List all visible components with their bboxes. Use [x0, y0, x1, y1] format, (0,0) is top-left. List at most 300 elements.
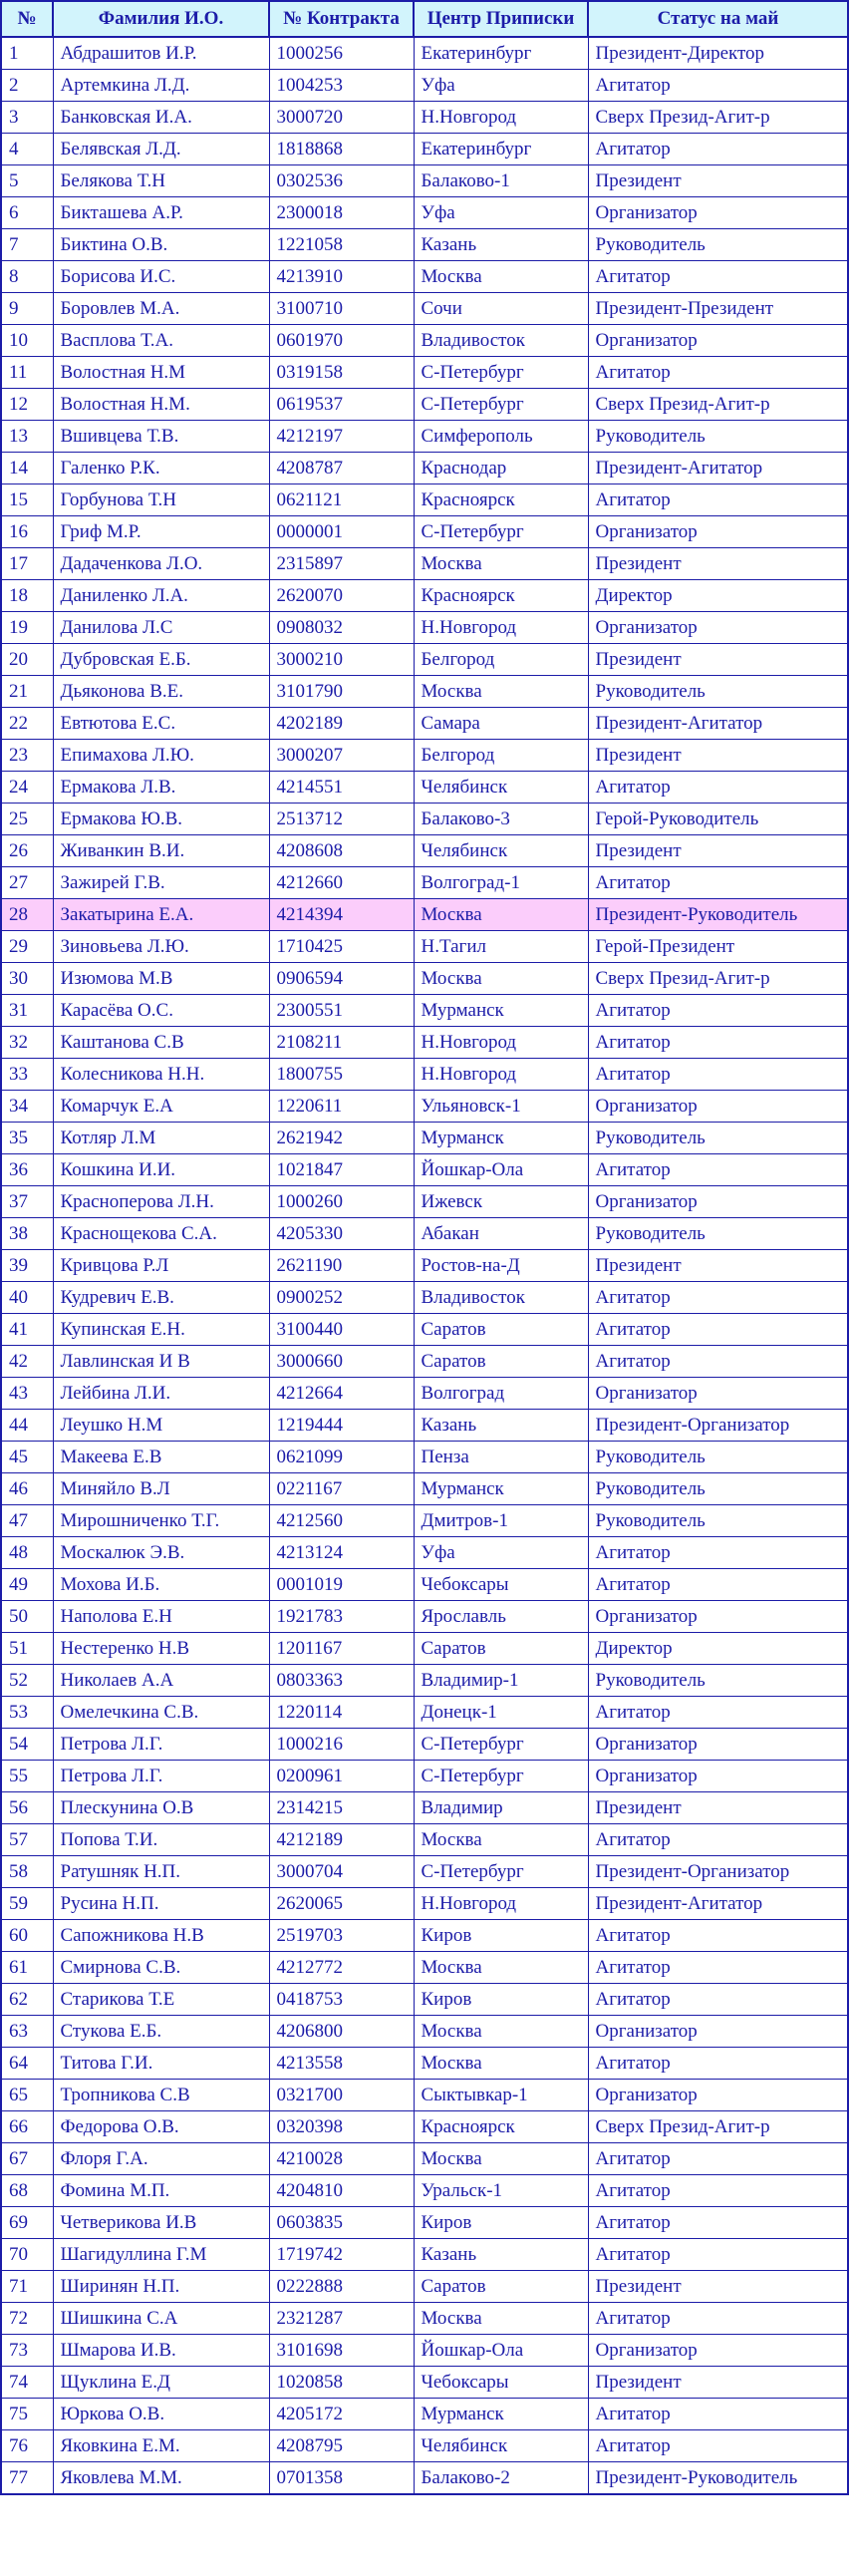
cell-status[interactable]: Агитатор: [588, 1824, 848, 1856]
cell-contract[interactable]: 0001019: [269, 1569, 414, 1601]
cell-status[interactable]: Герой-Руководитель: [588, 804, 848, 835]
cell-number[interactable]: 49: [1, 1569, 53, 1601]
cell-status[interactable]: Сверх Презид-Агит-р: [588, 389, 848, 421]
cell-status[interactable]: Президент-Директор: [588, 37, 848, 70]
cell-center[interactable]: Москва: [414, 548, 588, 580]
cell-status[interactable]: Агитатор: [588, 1952, 848, 1984]
cell-name[interactable]: Леушко Н.М: [53, 1410, 269, 1442]
cell-center[interactable]: Екатеринбург: [414, 37, 588, 70]
cell-name[interactable]: Нестеренко Н.В: [53, 1633, 269, 1665]
table-row[interactable]: [1, 261, 848, 293]
table-row[interactable]: [1, 1952, 848, 1984]
cell-number[interactable]: 6: [1, 197, 53, 229]
cell-center[interactable]: Краснодар: [414, 453, 588, 484]
cell-contract[interactable]: 4214394: [269, 899, 414, 931]
table-row[interactable]: [1, 580, 848, 612]
cell-contract[interactable]: 4206800: [269, 2016, 414, 2048]
cell-center[interactable]: Ульяновск-1: [414, 1091, 588, 1123]
table-row[interactable]: [1, 1665, 848, 1697]
column-header-contract[interactable]: № Контракта: [269, 1, 414, 37]
cell-contract[interactable]: 1220611: [269, 1091, 414, 1123]
cell-name[interactable]: Яковкина Е.М.: [53, 2430, 269, 2462]
cell-contract[interactable]: 3101698: [269, 2335, 414, 2367]
cell-number[interactable]: 12: [1, 389, 53, 421]
cell-contract[interactable]: 1818868: [269, 134, 414, 165]
cell-number[interactable]: 32: [1, 1027, 53, 1059]
cell-status[interactable]: Президент: [588, 2367, 848, 2399]
cell-name[interactable]: Краснощекова С.А.: [53, 1218, 269, 1250]
cell-status[interactable]: Агитатор: [588, 261, 848, 293]
cell-name[interactable]: Омелечкина С.В.: [53, 1697, 269, 1729]
cell-name[interactable]: Кошкина И.И.: [53, 1154, 269, 1186]
cell-name[interactable]: Биктина О.В.: [53, 229, 269, 261]
cell-contract[interactable]: 0908032: [269, 612, 414, 644]
cell-contract[interactable]: 2620070: [269, 580, 414, 612]
cell-contract[interactable]: 4210028: [269, 2143, 414, 2175]
cell-name[interactable]: Карасёва О.С.: [53, 995, 269, 1027]
cell-number[interactable]: 28: [1, 899, 53, 931]
cell-contract[interactable]: 4204810: [269, 2175, 414, 2207]
cell-number[interactable]: 39: [1, 1250, 53, 1282]
table-row[interactable]: [1, 2239, 848, 2271]
cell-contract[interactable]: 0906594: [269, 963, 414, 995]
table-row[interactable]: [1, 389, 848, 421]
cell-status[interactable]: Президент: [588, 2271, 848, 2303]
cell-contract[interactable]: 4212560: [269, 1505, 414, 1537]
cell-center[interactable]: Ярославль: [414, 1601, 588, 1633]
cell-status[interactable]: Агитатор: [588, 1059, 848, 1091]
table-row[interactable]: [1, 1537, 848, 1569]
cell-name[interactable]: Изюмова М.В: [53, 963, 269, 995]
cell-center[interactable]: Саратов: [414, 1633, 588, 1665]
cell-center[interactable]: Москва: [414, 2016, 588, 2048]
table-row[interactable]: [1, 1123, 848, 1154]
cell-contract[interactable]: 0803363: [269, 1665, 414, 1697]
cell-name[interactable]: Ермакова Ю.В.: [53, 804, 269, 835]
cell-name[interactable]: Боровлев М.А.: [53, 293, 269, 325]
cell-status[interactable]: Организатор: [588, 612, 848, 644]
cell-status[interactable]: Президент: [588, 1250, 848, 1282]
table-row[interactable]: [1, 2462, 848, 2495]
cell-status[interactable]: Руководитель: [588, 1218, 848, 1250]
cell-center[interactable]: Чебоксары: [414, 1569, 588, 1601]
cell-contract[interactable]: 3000720: [269, 102, 414, 134]
cell-status[interactable]: Президент: [588, 835, 848, 867]
cell-status[interactable]: Президент: [588, 165, 848, 197]
table-row[interactable]: [1, 1856, 848, 1888]
cell-status[interactable]: Организатор: [588, 1761, 848, 1792]
cell-name[interactable]: Наполова Е.Н: [53, 1601, 269, 1633]
cell-status[interactable]: Организатор: [588, 325, 848, 357]
table-row[interactable]: [1, 2080, 848, 2111]
cell-name[interactable]: Яковлева М.М.: [53, 2462, 269, 2495]
cell-center[interactable]: Чебоксары: [414, 2367, 588, 2399]
cell-name[interactable]: Сапожникова Н.В: [53, 1920, 269, 1952]
cell-status[interactable]: Организатор: [588, 2080, 848, 2111]
cell-name[interactable]: Евтютова Е.С.: [53, 708, 269, 740]
cell-contract[interactable]: 0222888: [269, 2271, 414, 2303]
table-row[interactable]: [1, 2143, 848, 2175]
cell-center[interactable]: Челябинск: [414, 772, 588, 804]
table-row[interactable]: [1, 612, 848, 644]
cell-number[interactable]: 22: [1, 708, 53, 740]
cell-number[interactable]: 33: [1, 1059, 53, 1091]
cell-contract[interactable]: 0221167: [269, 1473, 414, 1505]
cell-contract[interactable]: 2621942: [269, 1123, 414, 1154]
table-row[interactable]: [1, 1378, 848, 1410]
table-row[interactable]: [1, 1186, 848, 1218]
cell-center[interactable]: Челябинск: [414, 2430, 588, 2462]
cell-center[interactable]: С-Петербург: [414, 1761, 588, 1792]
cell-number[interactable]: 2: [1, 70, 53, 102]
cell-name[interactable]: Дубровская Е.Б.: [53, 644, 269, 676]
cell-name[interactable]: Колесникова Н.Н.: [53, 1059, 269, 1091]
cell-name[interactable]: Старикова Т.Е: [53, 1984, 269, 2016]
cell-number[interactable]: 73: [1, 2335, 53, 2367]
cell-status[interactable]: Руководитель: [588, 229, 848, 261]
table-row[interactable]: [1, 325, 848, 357]
cell-number[interactable]: 53: [1, 1697, 53, 1729]
cell-status[interactable]: Организатор: [588, 197, 848, 229]
table-row[interactable]: [1, 931, 848, 963]
table-row[interactable]: [1, 772, 848, 804]
table-row[interactable]: [1, 1729, 848, 1761]
table-row[interactable]: [1, 293, 848, 325]
table-row[interactable]: [1, 197, 848, 229]
cell-name[interactable]: Епимахова Л.Ю.: [53, 740, 269, 772]
cell-name[interactable]: Артемкина Л.Д.: [53, 70, 269, 102]
table-row[interactable]: [1, 1410, 848, 1442]
table-row[interactable]: [1, 165, 848, 197]
cell-number[interactable]: 70: [1, 2239, 53, 2271]
cell-name[interactable]: Волостная Н.М: [53, 357, 269, 389]
table-row[interactable]: [1, 963, 848, 995]
cell-status[interactable]: Агитатор: [588, 1154, 848, 1186]
cell-name[interactable]: Котляр Л.М: [53, 1123, 269, 1154]
table-row[interactable]: [1, 676, 848, 708]
cell-number[interactable]: 8: [1, 261, 53, 293]
cell-status[interactable]: Организатор: [588, 516, 848, 548]
cell-status[interactable]: Руководитель: [588, 1442, 848, 1473]
cell-contract[interactable]: 0621121: [269, 484, 414, 516]
cell-name[interactable]: Каштанова С.В: [53, 1027, 269, 1059]
cell-number[interactable]: 50: [1, 1601, 53, 1633]
cell-number[interactable]: 42: [1, 1346, 53, 1378]
cell-status[interactable]: Организатор: [588, 2016, 848, 2048]
column-header-name[interactable]: Фамилия И.О.: [53, 1, 269, 37]
cell-name[interactable]: Мирошниченко Т.Г.: [53, 1505, 269, 1537]
table-row[interactable]: [1, 2207, 848, 2239]
cell-number[interactable]: 57: [1, 1824, 53, 1856]
cell-center[interactable]: Уфа: [414, 197, 588, 229]
cell-status[interactable]: Агитатор: [588, 995, 848, 1027]
cell-contract[interactable]: 4213124: [269, 1537, 414, 1569]
cell-number[interactable]: 41: [1, 1314, 53, 1346]
cell-contract[interactable]: 4212664: [269, 1378, 414, 1410]
table-row[interactable]: [1, 484, 848, 516]
table-row[interactable]: [1, 835, 848, 867]
cell-number[interactable]: 43: [1, 1378, 53, 1410]
cell-name[interactable]: Закатырина Е.А.: [53, 899, 269, 931]
cell-contract[interactable]: 0302536: [269, 165, 414, 197]
cell-contract[interactable]: 0603835: [269, 2207, 414, 2239]
cell-center[interactable]: Красноярск: [414, 580, 588, 612]
cell-name[interactable]: Абдрашитов И.Р.: [53, 37, 269, 70]
cell-contract[interactable]: 1219444: [269, 1410, 414, 1442]
cell-name[interactable]: Зажирей Г.В.: [53, 867, 269, 899]
cell-center[interactable]: Симферополь: [414, 421, 588, 453]
cell-status[interactable]: Агитатор: [588, 357, 848, 389]
cell-status[interactable]: Агитатор: [588, 2399, 848, 2430]
cell-number[interactable]: 37: [1, 1186, 53, 1218]
table-row[interactable]: [1, 70, 848, 102]
cell-center[interactable]: Красноярск: [414, 2111, 588, 2143]
cell-contract[interactable]: 0000001: [269, 516, 414, 548]
cell-status[interactable]: Агитатор: [588, 2175, 848, 2207]
table-row[interactable]: [1, 134, 848, 165]
cell-center[interactable]: Москва: [414, 2143, 588, 2175]
cell-contract[interactable]: 4213558: [269, 2048, 414, 2080]
cell-center[interactable]: С-Петербург: [414, 1729, 588, 1761]
cell-status[interactable]: Агитатор: [588, 1027, 848, 1059]
table-row[interactable]: [1, 1027, 848, 1059]
cell-contract[interactable]: 1221058: [269, 229, 414, 261]
cell-center[interactable]: Казань: [414, 229, 588, 261]
cell-status[interactable]: Агитатор: [588, 867, 848, 899]
cell-number[interactable]: 25: [1, 804, 53, 835]
cell-name[interactable]: Ермакова Л.В.: [53, 772, 269, 804]
cell-status[interactable]: Агитатор: [588, 1346, 848, 1378]
cell-status[interactable]: Агитатор: [588, 1984, 848, 2016]
cell-number[interactable]: 68: [1, 2175, 53, 2207]
cell-center[interactable]: Н.Новгород: [414, 612, 588, 644]
table-row[interactable]: [1, 1601, 848, 1633]
cell-center[interactable]: Киров: [414, 1920, 588, 1952]
cell-name[interactable]: Дадаченкова Л.О.: [53, 548, 269, 580]
cell-center[interactable]: Балаково-3: [414, 804, 588, 835]
cell-status[interactable]: Агитатор: [588, 1697, 848, 1729]
table-row-highlighted[interactable]: [1, 899, 848, 931]
cell-contract[interactable]: 0619537: [269, 389, 414, 421]
cell-center[interactable]: С-Петербург: [414, 516, 588, 548]
cell-name[interactable]: Москалюк Э.В.: [53, 1537, 269, 1569]
cell-name[interactable]: Мохова И.Б.: [53, 1569, 269, 1601]
cell-number[interactable]: 13: [1, 421, 53, 453]
cell-contract[interactable]: 1220114: [269, 1697, 414, 1729]
cell-number[interactable]: 52: [1, 1665, 53, 1697]
cell-name[interactable]: Купинская Е.Н.: [53, 1314, 269, 1346]
cell-status[interactable]: Агитатор: [588, 1569, 848, 1601]
cell-number[interactable]: 64: [1, 2048, 53, 2080]
cell-contract[interactable]: 0900252: [269, 1282, 414, 1314]
cell-center[interactable]: Челябинск: [414, 835, 588, 867]
cell-center[interactable]: Н.Тагил: [414, 931, 588, 963]
cell-name[interactable]: Красноперова Л.Н.: [53, 1186, 269, 1218]
cell-center[interactable]: Казань: [414, 1410, 588, 1442]
cell-center[interactable]: Саратов: [414, 1346, 588, 1378]
cell-center[interactable]: Белгород: [414, 740, 588, 772]
cell-name[interactable]: Тропникова С.В: [53, 2080, 269, 2111]
cell-number[interactable]: 77: [1, 2462, 53, 2495]
table-row[interactable]: [1, 1633, 848, 1665]
cell-name[interactable]: Шмарова И.В.: [53, 2335, 269, 2367]
cell-contract[interactable]: 1000260: [269, 1186, 414, 1218]
cell-contract[interactable]: 4213910: [269, 261, 414, 293]
table-row[interactable]: [1, 804, 848, 835]
cell-name[interactable]: Миняйло В.Л: [53, 1473, 269, 1505]
cell-status[interactable]: Президент-Руководитель: [588, 899, 848, 931]
cell-number[interactable]: 56: [1, 1792, 53, 1824]
cell-name[interactable]: Юркова О.В.: [53, 2399, 269, 2430]
column-header-status[interactable]: Статус на май: [588, 1, 848, 37]
cell-name[interactable]: Борисова И.С.: [53, 261, 269, 293]
cell-status[interactable]: Президент-Агитатор: [588, 708, 848, 740]
cell-center[interactable]: Ростов-на-Д: [414, 1250, 588, 1282]
cell-name[interactable]: Даниленко Л.А.: [53, 580, 269, 612]
cell-contract[interactable]: 2300551: [269, 995, 414, 1027]
cell-number[interactable]: 66: [1, 2111, 53, 2143]
cell-number[interactable]: 3: [1, 102, 53, 134]
cell-center[interactable]: Йошкар-Ола: [414, 2335, 588, 2367]
cell-status[interactable]: Сверх Презид-Агит-р: [588, 102, 848, 134]
cell-number[interactable]: 4: [1, 134, 53, 165]
table-row[interactable]: [1, 2271, 848, 2303]
cell-contract[interactable]: 4202189: [269, 708, 414, 740]
cell-number[interactable]: 76: [1, 2430, 53, 2462]
cell-name[interactable]: Данилова Л.С: [53, 612, 269, 644]
cell-contract[interactable]: 1021847: [269, 1154, 414, 1186]
cell-name[interactable]: Четверикова И.В: [53, 2207, 269, 2239]
cell-center[interactable]: Мурманск: [414, 1123, 588, 1154]
cell-number[interactable]: 30: [1, 963, 53, 995]
cell-name[interactable]: Горбунова Т.Н: [53, 484, 269, 516]
cell-status[interactable]: Агитатор: [588, 1537, 848, 1569]
cell-name[interactable]: Петрова Л.Г.: [53, 1729, 269, 1761]
cell-contract[interactable]: 4212660: [269, 867, 414, 899]
table-row[interactable]: [1, 102, 848, 134]
cell-name[interactable]: Лейбина Л.И.: [53, 1378, 269, 1410]
table-row[interactable]: [1, 548, 848, 580]
cell-status[interactable]: Руководитель: [588, 1473, 848, 1505]
cell-number[interactable]: 20: [1, 644, 53, 676]
table-row[interactable]: [1, 2430, 848, 2462]
table-row[interactable]: [1, 1824, 848, 1856]
cell-number[interactable]: 36: [1, 1154, 53, 1186]
cell-contract[interactable]: 0601970: [269, 325, 414, 357]
cell-status[interactable]: Президент-Агитатор: [588, 1888, 848, 1920]
cell-status[interactable]: Организатор: [588, 1378, 848, 1410]
cell-number[interactable]: 61: [1, 1952, 53, 1984]
cell-contract[interactable]: 1000216: [269, 1729, 414, 1761]
cell-center[interactable]: Сыктывкар-1: [414, 2080, 588, 2111]
cell-center[interactable]: С-Петербург: [414, 1856, 588, 1888]
cell-contract[interactable]: 1710425: [269, 931, 414, 963]
table-row[interactable]: [1, 1091, 848, 1123]
table-row[interactable]: [1, 740, 848, 772]
column-header-center[interactable]: Центр Приписки: [414, 1, 588, 37]
cell-contract[interactable]: 4208608: [269, 835, 414, 867]
table-row[interactable]: [1, 453, 848, 484]
cell-name[interactable]: Живанкин В.И.: [53, 835, 269, 867]
cell-number[interactable]: 5: [1, 165, 53, 197]
cell-center[interactable]: Мурманск: [414, 2399, 588, 2430]
cell-contract[interactable]: 2108211: [269, 1027, 414, 1059]
cell-number[interactable]: 27: [1, 867, 53, 899]
cell-name[interactable]: Волостная Н.М.: [53, 389, 269, 421]
cell-status[interactable]: Организатор: [588, 1091, 848, 1123]
table-row[interactable]: [1, 1442, 848, 1473]
cell-contract[interactable]: 3100440: [269, 1314, 414, 1346]
cell-contract[interactable]: 0321700: [269, 2080, 414, 2111]
cell-name[interactable]: Зиновьева Л.Ю.: [53, 931, 269, 963]
cell-contract[interactable]: 0418753: [269, 1984, 414, 2016]
cell-status[interactable]: Агитатор: [588, 2303, 848, 2335]
cell-name[interactable]: Гриф М.Р.: [53, 516, 269, 548]
cell-status[interactable]: Герой-Президент: [588, 931, 848, 963]
table-row[interactable]: [1, 1984, 848, 2016]
cell-number[interactable]: 1: [1, 37, 53, 70]
cell-name[interactable]: Шишкина С.А: [53, 2303, 269, 2335]
cell-center[interactable]: Балаково-2: [414, 2462, 588, 2495]
table-row[interactable]: [1, 229, 848, 261]
cell-center[interactable]: С-Петербург: [414, 389, 588, 421]
cell-number[interactable]: 26: [1, 835, 53, 867]
cell-contract[interactable]: 3000660: [269, 1346, 414, 1378]
cell-contract[interactable]: 2620065: [269, 1888, 414, 1920]
cell-status[interactable]: Президент-Агитатор: [588, 453, 848, 484]
cell-number[interactable]: 51: [1, 1633, 53, 1665]
cell-name[interactable]: Стукова Е.Б.: [53, 2016, 269, 2048]
table-row[interactable]: [1, 2335, 848, 2367]
cell-name[interactable]: Флоря Г.А.: [53, 2143, 269, 2175]
cell-status[interactable]: Агитатор: [588, 2239, 848, 2271]
cell-contract[interactable]: 4212772: [269, 1952, 414, 1984]
cell-name[interactable]: Русина Н.П.: [53, 1888, 269, 1920]
cell-number[interactable]: 45: [1, 1442, 53, 1473]
cell-status[interactable]: Агитатор: [588, 2143, 848, 2175]
cell-number[interactable]: 75: [1, 2399, 53, 2430]
table-row[interactable]: [1, 2175, 848, 2207]
table-row[interactable]: [1, 1154, 848, 1186]
cell-number[interactable]: 74: [1, 2367, 53, 2399]
cell-center[interactable]: Москва: [414, 676, 588, 708]
cell-number[interactable]: 21: [1, 676, 53, 708]
cell-number[interactable]: 35: [1, 1123, 53, 1154]
cell-contract[interactable]: 1719742: [269, 2239, 414, 2271]
cell-name[interactable]: Ратушняк Н.П.: [53, 1856, 269, 1888]
cell-contract[interactable]: 0320398: [269, 2111, 414, 2143]
cell-number[interactable]: 16: [1, 516, 53, 548]
cell-number[interactable]: 62: [1, 1984, 53, 2016]
cell-status[interactable]: Руководитель: [588, 1505, 848, 1537]
cell-center[interactable]: Волгоград: [414, 1378, 588, 1410]
table-row[interactable]: [1, 1218, 848, 1250]
cell-center[interactable]: Йошкар-Ола: [414, 1154, 588, 1186]
cell-number[interactable]: 46: [1, 1473, 53, 1505]
cell-center[interactable]: Мурманск: [414, 995, 588, 1027]
cell-center[interactable]: Киров: [414, 2207, 588, 2239]
cell-number[interactable]: 60: [1, 1920, 53, 1952]
cell-contract[interactable]: 1201167: [269, 1633, 414, 1665]
cell-center[interactable]: Ижевск: [414, 1186, 588, 1218]
cell-contract[interactable]: 3100710: [269, 293, 414, 325]
table-row[interactable]: [1, 421, 848, 453]
cell-center[interactable]: Сочи: [414, 293, 588, 325]
cell-center[interactable]: Владивосток: [414, 1282, 588, 1314]
cell-center[interactable]: Москва: [414, 261, 588, 293]
cell-status[interactable]: Сверх Презид-Агит-р: [588, 2111, 848, 2143]
cell-center[interactable]: Киров: [414, 1984, 588, 2016]
